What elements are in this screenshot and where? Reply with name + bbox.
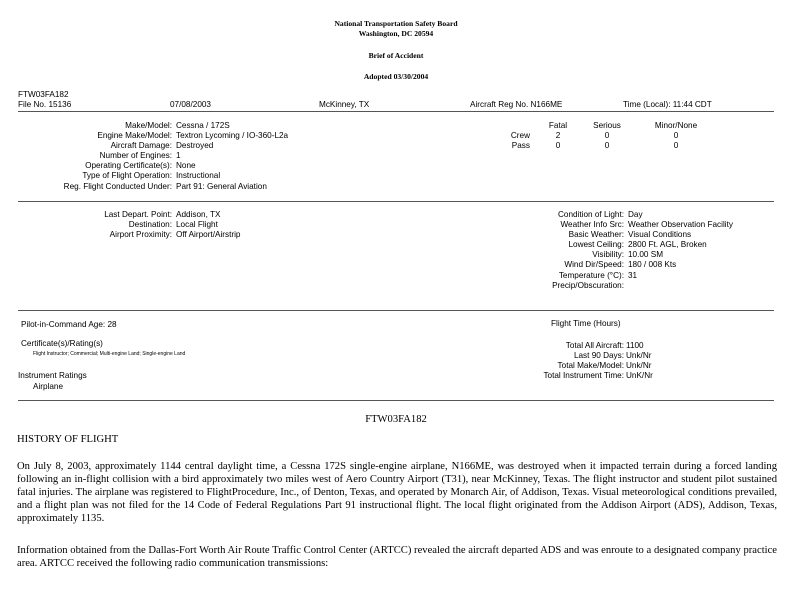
field-value: Cessna / 172S: [176, 121, 230, 130]
divider: [18, 400, 774, 401]
field-value: Visual Conditions: [628, 230, 692, 240]
certificates-value: Flight Instructor; Commercial; Multi-engine Land; Single-engine Land: [33, 351, 186, 357]
accident-date: 07/08/2003: [170, 100, 211, 109]
field-label: Weather Info Src:: [560, 220, 624, 230]
table-row: [500, 131, 720, 141]
field-value: Day: [628, 210, 643, 219]
aircraft-info: [30, 121, 288, 192]
field-value: None: [176, 161, 196, 171]
field-label: Total All Aircraft:: [565, 341, 624, 350]
field-value: Weather Observation Facility: [628, 220, 733, 230]
table-row: [500, 141, 720, 151]
field-label: Airport Proximity:: [109, 230, 172, 240]
flight-time-info: [500, 341, 653, 381]
field-label: Reg. Flight Conducted Under:: [63, 181, 172, 191]
field-label: Total Make/Model:: [557, 361, 624, 371]
pilot-age: Pilot-in-Command Age: 28: [21, 320, 117, 329]
injury-row-label: Crew: [510, 131, 530, 140]
divider: [18, 310, 774, 311]
field-value: [624, 281, 628, 291]
injury-cell: 0: [604, 141, 610, 150]
field-value: Destroyed: [176, 141, 214, 151]
weather-info: [500, 210, 733, 291]
aircraft-registration: Aircraft Reg No. N166ME: [470, 100, 563, 109]
field-value: Textron Lycoming / IO-360-L2a: [176, 131, 289, 141]
narrative-paragraph: Information obtained from the Dallas-Fort Worth Air Route Traffic Control Center (ARTCC) revealed the aircraft departed ADS and was enroute to a designated company practice area. ARTCC received the following radio communication transmissions:: [17, 545, 777, 569]
field-label: Destination:: [128, 220, 172, 230]
flight-time-title: Flight Time (Hours): [551, 319, 621, 328]
field-value: 1: [176, 151, 181, 161]
field-label: Make/Model:: [125, 121, 172, 130]
case-id: FTW03FA182: [18, 90, 69, 99]
document-type: Brief of Accident: [368, 51, 424, 60]
injury-cell: 0: [673, 141, 679, 150]
narrative-case-id: FTW03FA182: [365, 414, 427, 425]
field-value: Local Flight: [176, 220, 218, 230]
field-label: Type of Flight Operation:: [82, 171, 172, 181]
field-value: Off Airport/Airstrip: [176, 230, 241, 240]
field-value: Unk/Nr: [626, 361, 652, 371]
narrative-paragraph: On July 8, 2003, approximately 1144 central daylight time, a Cessna 172S single-engine airplane, N166ME, was destroyed when it impacted terrain during a forced landing following an in-flight collision with a bird approximately two miles west of Aero Country Airport (T31), near McKinney, Texas. The flight instructor and student pilot sustained fatal injuries. The airplane was registered to FlightProcedure, Inc., of Denton, Texas, and operated by Monarch Air, of Addison, Texas. Visual meteorological conditions prevailed, and a flight plan was not filed for the 14 Code of Federal Regulations Part 91 instructional flight. The local flight originated from the Addison Airport (ADS), Addison, Texas, approximately 1135.: [17, 461, 777, 524]
field-value: 2800 Ft. AGL, Broken: [628, 240, 707, 250]
field-label: Visibility:: [592, 250, 624, 260]
injury-cell: 2: [555, 131, 561, 140]
injury-row-label: Pass: [511, 141, 530, 150]
field-label: Number of Engines:: [99, 151, 172, 161]
field-label: Condition of Light:: [558, 210, 624, 219]
flight-info: [30, 210, 240, 240]
field-label: Temperature (°C):: [558, 270, 624, 280]
injury-cell: 0: [604, 131, 610, 140]
field-value: Part 91: General Aviation: [176, 181, 267, 191]
field-label: Aircraft Damage:: [110, 141, 172, 151]
adopted-date: Adopted 03/30/2004: [363, 72, 429, 81]
local-time: Time (Local): 11:44 CDT: [623, 100, 712, 109]
field-label: Wind Dir/Speed:: [564, 260, 624, 270]
field-value: Addison, TX: [176, 210, 221, 219]
divider: [18, 111, 774, 112]
certificates-label: Certificate(s)/Rating(s): [21, 339, 103, 348]
injury-header: Serious: [593, 121, 621, 130]
field-value: 180 / 008 Kts: [628, 260, 677, 270]
field-label: Total Instrument Time:: [543, 371, 624, 381]
injury-header: Fatal: [548, 121, 568, 130]
field-label: Operating Certificate(s):: [85, 161, 172, 171]
accident-city: McKinney, TX: [319, 100, 370, 109]
instrument-ratings-value: Airplane: [33, 382, 64, 391]
field-value: 10.00 SM: [628, 250, 664, 260]
field-label: Last Depart. Point:: [104, 210, 172, 219]
instrument-ratings-label: Instrument Ratings: [18, 371, 87, 380]
file-number: File No. 15136: [18, 100, 72, 109]
field-label: Engine Make/Model:: [97, 131, 172, 141]
field-value: 31: [628, 270, 638, 280]
field-value: 1100: [626, 341, 644, 350]
injury-cell: 0: [555, 141, 561, 150]
field-label: Basic Weather:: [568, 230, 624, 240]
injury-cell: 0: [673, 131, 679, 140]
divider: [18, 201, 774, 202]
field-value: UnK/Nr: [626, 371, 653, 381]
injury-table: [500, 121, 720, 151]
agency-location: Washington, DC 20594: [358, 29, 434, 38]
field-label: Last 90 Days:: [573, 351, 624, 361]
field-value: Unk/Nr: [626, 351, 652, 361]
field-label: Lowest Ceiling:: [568, 240, 624, 250]
agency-title: National Transportation Safety Board: [334, 19, 458, 28]
section-heading: HISTORY OF FLIGHT: [17, 434, 119, 445]
injury-header: Minor/None: [654, 121, 698, 130]
field-label: Precip/Obscuration:: [552, 280, 624, 290]
field-value: Instructional: [176, 171, 221, 181]
